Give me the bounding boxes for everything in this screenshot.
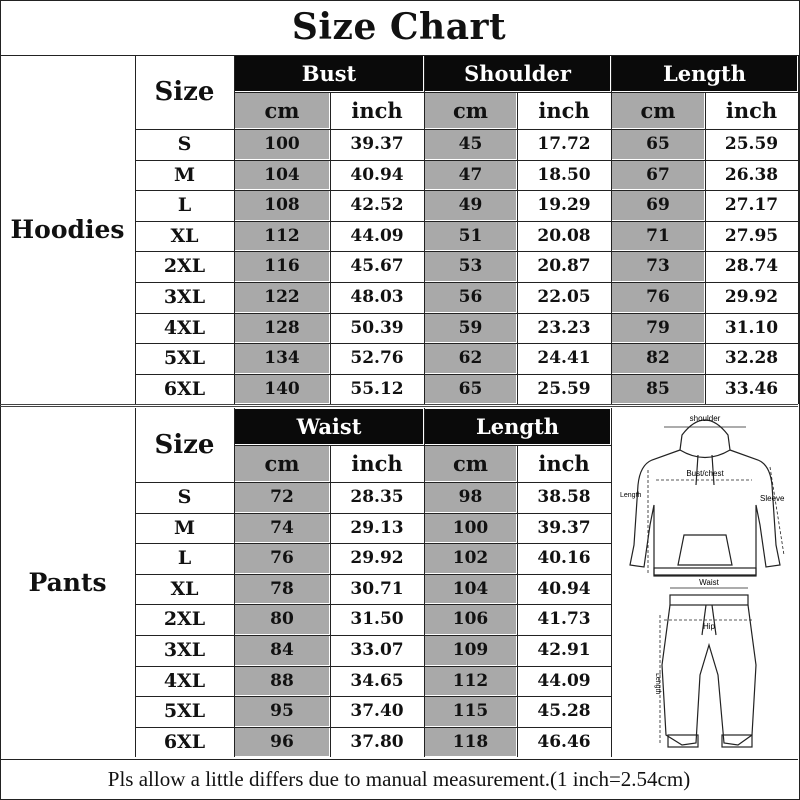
pants-size-cell: M [173, 516, 196, 539]
pants-value-cell: 104 [452, 578, 489, 599]
pants-value-cell: 39.37 [537, 517, 591, 538]
pants-value-cell: 106 [452, 609, 489, 630]
row-divider [135, 543, 611, 544]
hoodies-value-cell: 49 [458, 195, 483, 216]
hoodies-value-cell: 140 [264, 378, 300, 399]
pants-value-cell: 37.40 [350, 701, 404, 722]
hoodies-value-cell: 45.67 [350, 256, 404, 277]
hoodies-value-cell: 76 [646, 287, 670, 307]
pants-value-cell: 29.92 [350, 548, 404, 569]
column-divider [234, 55, 235, 404]
pants-value-cell: 37.80 [350, 731, 404, 752]
pants-unit-header: cm [264, 451, 300, 476]
hoodies-unit-header: inch [351, 98, 403, 123]
hoodies-value-cell: 27.95 [724, 225, 779, 246]
pants-size-cell: 6XL [163, 730, 206, 753]
column-divider [135, 408, 136, 757]
column-divider [424, 408, 425, 757]
diagram-length-label: Length [620, 492, 642, 499]
hoodies-value-cell: 32.28 [724, 348, 779, 369]
hoodies-value-cell: 44.09 [350, 225, 404, 246]
hoodies-unit-header: cm [452, 98, 488, 123]
column-divider [517, 445, 518, 757]
hoodies-value-cell: 53 [458, 256, 483, 277]
pants-size-cell: S [177, 486, 192, 508]
hoodies-value-cell: 65 [458, 378, 483, 399]
row-divider [135, 574, 611, 575]
hoodies-value-cell: 47 [458, 164, 483, 185]
column-divider [705, 92, 706, 404]
hoodies-group-header: Shoulder [425, 56, 610, 91]
hoodies-group-header: Bust [235, 56, 423, 91]
hoodies-unit-header: inch [725, 98, 778, 123]
hoodies-value-cell: 62 [458, 348, 483, 369]
pants-value-cell: 98 [458, 487, 483, 507]
hoodies-section-label: Hoodies [10, 215, 125, 244]
hoodies-value-cell: 85 [646, 378, 670, 399]
hoodies-value-cell: 31.10 [724, 317, 779, 338]
hoodies-size-cell: XL [170, 224, 199, 247]
hoodies-value-cell: 56 [458, 287, 483, 307]
hoodies-size-cell: 3XL [163, 286, 206, 308]
pants-value-cell: 33.07 [350, 640, 404, 660]
row-divider [135, 482, 611, 483]
hoodies-value-cell: 52.76 [350, 348, 404, 369]
hoodies-value-cell: 17.72 [537, 134, 591, 154]
hoodies-value-cell: 39.37 [350, 134, 404, 154]
diagram-sleeve-label: Sleeve [760, 494, 785, 503]
hoodies-group-header: Length [612, 56, 797, 91]
hoodies-value-cell: 51 [458, 225, 483, 246]
hoodies-value-cell: 25.59 [724, 134, 779, 154]
hoodies-value-cell: 29.92 [724, 287, 779, 307]
pants-group-header: Length [425, 409, 610, 444]
diagram-hip-label: Hip [702, 622, 716, 631]
hoodies-value-cell: 40.94 [350, 164, 404, 185]
hoodies-value-cell: 108 [264, 195, 300, 216]
pants-value-cell: 30.71 [350, 578, 404, 599]
diagram-waist-label: Waist [699, 578, 719, 587]
hoodies-value-cell: 55.12 [350, 378, 404, 399]
hoodies-value-cell: 42.52 [350, 195, 404, 216]
pants-value-cell: 109 [452, 640, 489, 660]
pants-size-cell: XL [170, 577, 199, 600]
hoodies-value-cell: 82 [646, 348, 670, 369]
pants-size-cell: 2XL [163, 608, 206, 631]
pants-value-cell: 40.94 [537, 578, 591, 599]
column-divider [330, 445, 331, 757]
pants-unit-header: cm [452, 451, 488, 476]
header-divider [234, 445, 611, 446]
hoodies-value-cell: 67 [646, 164, 670, 185]
hoodies-size-cell: 6XL [163, 377, 206, 400]
hoodies-value-cell: 112 [264, 225, 300, 246]
column-divider [135, 55, 136, 404]
pants-value-cell: 115 [452, 701, 489, 722]
pants-section-label: Pants [28, 568, 107, 597]
hoodies-size-cell: M [173, 163, 196, 186]
hoodies-value-cell: 116 [264, 256, 300, 277]
hoodies-value-cell: 128 [264, 317, 300, 338]
pants-value-cell: 44.09 [537, 670, 591, 691]
row-divider [135, 727, 611, 728]
hoodie-illustration [630, 420, 780, 576]
column-divider [330, 92, 331, 404]
pants-value-cell: 74 [270, 517, 294, 538]
hoodies-value-cell: 22.05 [537, 287, 591, 307]
hoodies-value-cell: 104 [264, 164, 300, 185]
pants-value-cell: 38.58 [537, 487, 591, 507]
hoodies-value-cell: 65 [646, 134, 670, 154]
hoodies-value-cell: 23.23 [537, 317, 591, 338]
pants-value-cell: 95 [270, 701, 294, 722]
pants-value-cell: 76 [270, 548, 294, 569]
pants-value-cell: 28.35 [350, 487, 404, 507]
pants-value-cell: 102 [452, 548, 489, 569]
hoodies-value-cell: 69 [646, 195, 670, 216]
row-divider [135, 604, 611, 605]
pants-value-cell: 80 [270, 609, 294, 630]
column-divider [234, 408, 235, 757]
hoodies-value-cell: 24.41 [537, 348, 591, 369]
row-divider [135, 666, 611, 667]
hoodies-value-cell: 27.17 [724, 195, 779, 216]
pants-size-cell: 3XL [163, 639, 206, 661]
pants-value-cell: 29.13 [350, 517, 404, 538]
row-divider [135, 635, 611, 636]
column-divider [611, 55, 612, 404]
pants-size-cell: L [177, 547, 192, 570]
hoodies-value-cell: 59 [458, 317, 483, 338]
pants-value-cell: 72 [270, 487, 294, 507]
row-divider [135, 696, 611, 697]
hoodies-value-cell: 48.03 [350, 287, 404, 307]
pants-illustration [662, 595, 756, 747]
pants-size-cell: 5XL [163, 700, 206, 723]
hoodies-value-cell: 79 [646, 317, 670, 338]
pants-value-cell: 84 [270, 640, 294, 660]
hoodies-value-cell: 134 [264, 348, 300, 369]
hoodies-value-cell: 19.29 [537, 195, 591, 216]
hoodies-size-header: Size [154, 77, 215, 107]
hoodies-unit-header: cm [640, 98, 676, 123]
pants-size-header: Size [154, 430, 215, 460]
pants-group-header: Waist [235, 409, 423, 444]
hoodies-value-cell: 122 [264, 287, 300, 307]
hoodies-value-cell: 50.39 [350, 317, 404, 338]
hoodies-value-cell: 71 [646, 225, 670, 246]
measurement-diagram [612, 405, 798, 759]
hoodies-size-cell: S [177, 133, 192, 155]
column-divider [517, 92, 518, 404]
diagram-shoulder-label: shoulder [689, 414, 721, 423]
pants-unit-header: inch [351, 451, 403, 476]
pants-value-cell: 112 [452, 670, 489, 691]
page-title: Size Chart [291, 6, 507, 48]
hoodies-size-cell: L [177, 194, 192, 217]
pants-unit-header: inch [538, 451, 590, 476]
hoodies-size-cell: 4XL [163, 316, 206, 339]
hoodies-size-cell: 5XL [163, 347, 206, 370]
hoodies-unit-header: cm [264, 98, 300, 123]
column-divider [424, 55, 425, 404]
pants-value-cell: 100 [452, 517, 489, 538]
pants-value-cell: 88 [270, 670, 294, 691]
pants-size-cell: 4XL [163, 669, 206, 692]
pants-value-cell: 96 [270, 731, 294, 752]
pants-value-cell: 46.46 [537, 731, 591, 752]
diagram-bust-label: Bust/chest [686, 469, 724, 478]
header-divider [234, 92, 798, 93]
hoodies-size-cell: 2XL [163, 255, 206, 278]
pants-value-cell: 45.28 [537, 701, 591, 722]
row-divider [135, 513, 611, 514]
pants-value-cell: 118 [452, 731, 489, 752]
hoodies-unit-header: inch [538, 98, 590, 123]
diagram-pants-length-label: Length [654, 673, 661, 695]
pants-value-cell: 31.50 [350, 609, 404, 630]
pants-value-cell: 40.16 [537, 548, 591, 569]
hoodies-value-cell: 20.08 [537, 225, 591, 246]
hoodies-value-cell: 18.50 [537, 164, 591, 185]
column-divider [798, 55, 799, 404]
pants-value-cell: 78 [270, 578, 294, 599]
hoodies-value-cell: 33.46 [724, 378, 779, 399]
pants-value-cell: 34.65 [350, 670, 404, 691]
hoodies-value-cell: 73 [646, 256, 670, 277]
hoodies-value-cell: 26.38 [724, 164, 779, 185]
footer-note: Pls allow a little differs due to manual measurement.(1 inch=2.54cm) [107, 767, 691, 791]
hoodies-value-cell: 28.74 [724, 256, 779, 277]
hoodies-value-cell: 25.59 [537, 378, 591, 399]
hoodies-value-cell: 100 [264, 134, 300, 154]
pants-value-cell: 41.73 [537, 609, 591, 630]
hoodies-value-cell: 45 [458, 134, 483, 154]
hoodies-value-cell: 20.87 [537, 256, 591, 277]
pants-value-cell: 42.91 [537, 640, 591, 660]
